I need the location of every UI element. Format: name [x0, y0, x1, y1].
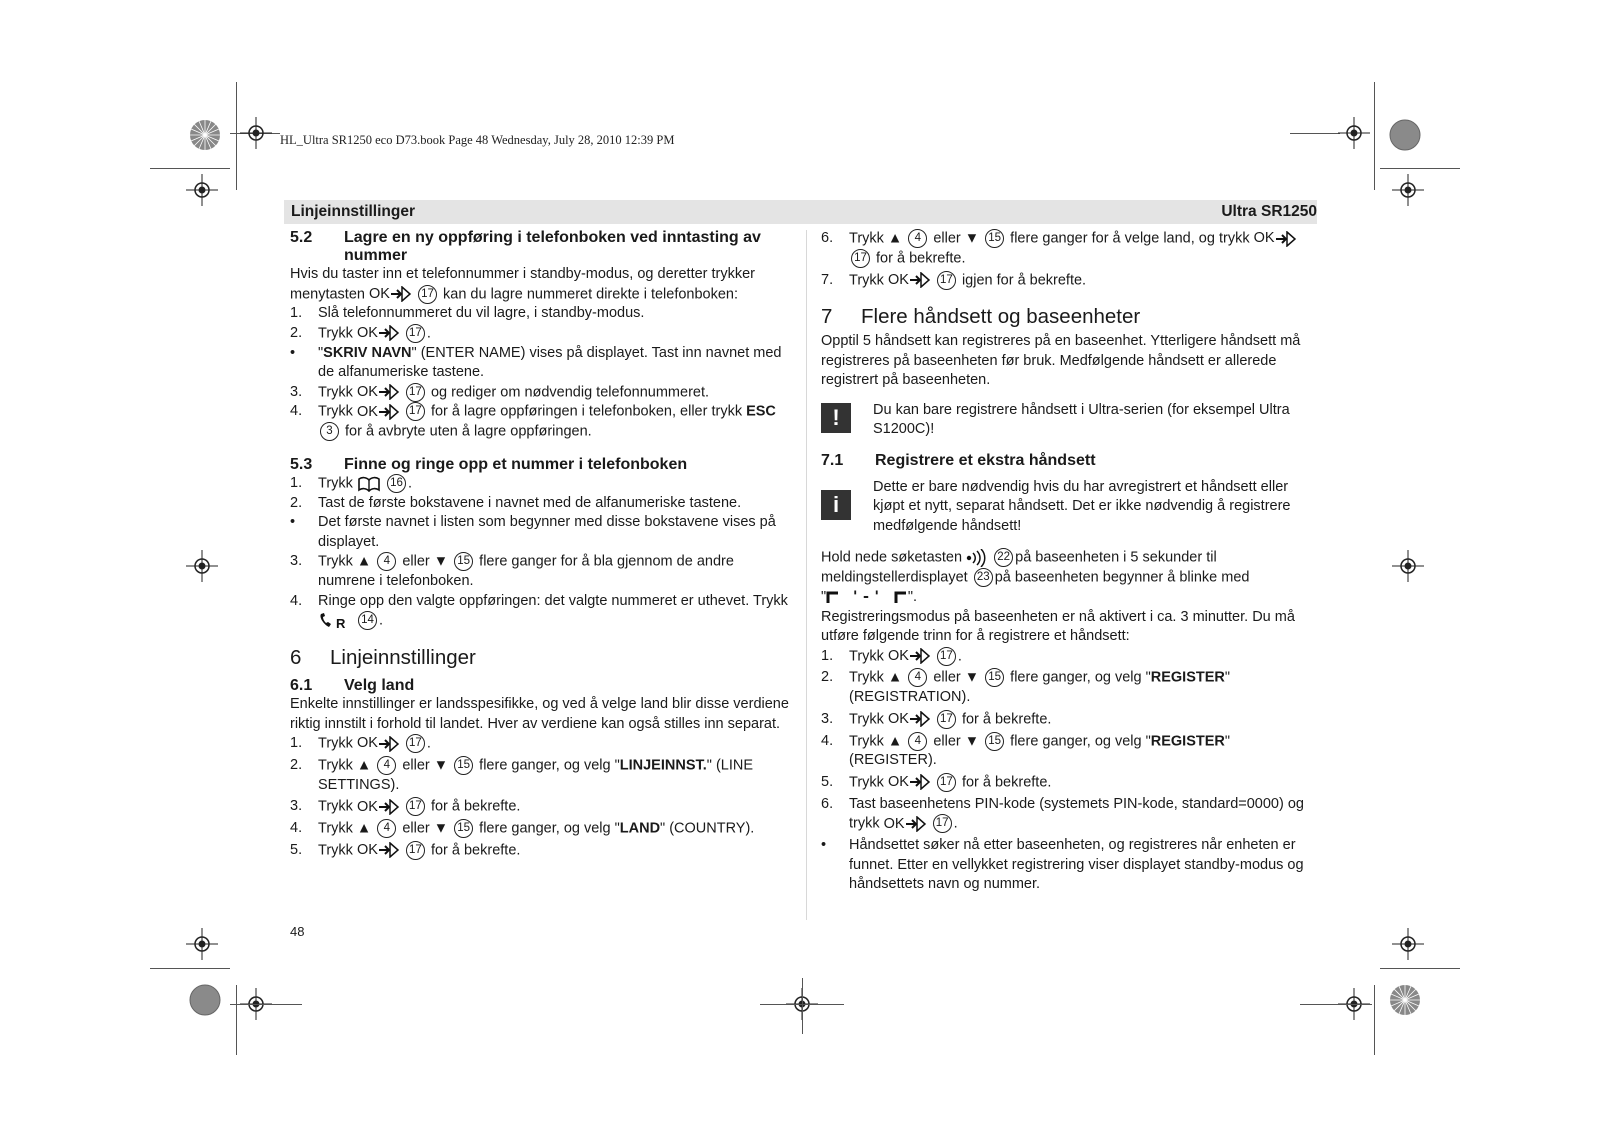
list-item [290, 383, 790, 403]
warning-icon: ! [821, 403, 851, 433]
call-r-icon [318, 612, 352, 630]
list-item [290, 819, 790, 839]
registration-mark [186, 550, 218, 582]
text-span: for å bekrefte. [957, 774, 1052, 791]
display-text: REGISTER [1150, 732, 1225, 749]
list-item-text [849, 710, 1319, 730]
list-item [821, 271, 1319, 291]
text-span [888, 272, 931, 288]
text-span: for å bekrefte. [426, 798, 521, 815]
ok-arrow-icon [378, 842, 400, 858]
list-marker: 1. [290, 735, 303, 752]
text-span: " [318, 344, 324, 361]
display-text: LAND [619, 820, 661, 837]
list-marker: 1. [821, 647, 834, 664]
text-span: " (REGISTER). [849, 732, 1231, 769]
list-item-text: Det første navnet i listen som begynner med disse bokstavene vises på displayet. [318, 514, 776, 550]
text-span: Hold nede søketasten [821, 549, 967, 566]
list-item-text [849, 732, 1319, 771]
text-span: Finne og ringe opp et nummer i telefonboken [344, 456, 688, 474]
text-span: Registrere et ekstra håndsett [875, 451, 1096, 469]
list-item-text: Håndsettet søker nå etter baseenheten, og registreres når enheten er funnet. Etter en vellykket registrering viser displayet standby-modus og håndsettets navn og nummer. [849, 837, 1304, 893]
ok-arrow-icon [909, 711, 931, 727]
info-icon: i [821, 490, 851, 520]
text-span: Linjeinnstillinger [330, 646, 476, 670]
text-span: flere ganger, og velg " [475, 820, 620, 837]
text-span: ". [907, 589, 918, 606]
text-span: " (REGISTRATION). [849, 669, 1231, 706]
list-item-text [849, 773, 1319, 793]
display-text: LINJEINNST. [619, 757, 707, 774]
text-span: kan du lagre nummeret direkte i telefonboken: [438, 285, 739, 302]
crop-line [150, 968, 230, 969]
circled-number: 4 [908, 229, 927, 248]
circled-number: 17 [406, 841, 425, 860]
circled-number: 4 [377, 756, 396, 775]
list-item-text [318, 552, 790, 591]
list-item-text: Ringe opp den valgte oppføringen: det valgte nummeret er uthevet. Trykk R 14 . [318, 592, 788, 630]
list-marker: 4. [821, 732, 834, 749]
header-section-title: Linjeinnstillinger [291, 203, 416, 220]
text-span: Trykk [318, 842, 357, 859]
ok-key [369, 286, 412, 302]
crop-line [236, 985, 237, 1055]
ok-arrow-icon [1275, 231, 1297, 247]
registration-mark [1392, 174, 1424, 206]
text-span: eller ▼ [398, 820, 453, 837]
ok-arrow-icon [378, 736, 400, 752]
text-span: flere ganger for å velge land, og trykk [1006, 230, 1254, 247]
text-span [357, 325, 400, 341]
circled-number: 17 [406, 402, 425, 421]
list-item [290, 841, 790, 861]
registration-mark [240, 117, 272, 149]
circled-number: 15 [985, 732, 1004, 751]
text-span: OK [356, 798, 378, 815]
list-item [821, 773, 1319, 793]
text-span: Tast baseenhetens PIN-kode (systemets PIN-kode, standard=0000) og trykk [849, 795, 1304, 832]
list-marker: • [290, 344, 296, 361]
list-item [290, 797, 790, 817]
text-span: OK [887, 647, 909, 664]
list-item [290, 304, 790, 324]
text-span [888, 774, 931, 790]
circled-number: 17 [937, 271, 956, 290]
list-item [290, 756, 790, 795]
header-product-name: Ultra SR1250 [1221, 203, 1317, 220]
registration-mark [1392, 550, 1424, 582]
left-column [290, 229, 790, 861]
circled-number: 17 [937, 647, 956, 666]
list-item [290, 494, 790, 514]
list-marker: 5. [290, 841, 303, 858]
ok-arrow-icon [909, 774, 931, 790]
text-span: Du kan bare registrere håndsett i Ultra-serien (for eksempel Ultra S1200C)! [873, 401, 1290, 438]
circled-number: 15 [985, 229, 1004, 248]
list-marker: 2. [290, 494, 303, 511]
ok-arrow-icon [378, 325, 400, 341]
list-item-text [318, 402, 790, 442]
list-item-text [318, 841, 790, 861]
text-span: flere ganger, og velg " [1006, 669, 1151, 686]
text-span: for å bekrefte. [872, 250, 966, 267]
text-span: Trykk ▲ [849, 669, 907, 686]
text-span: for å bekrefte. [957, 711, 1052, 728]
step-list [290, 304, 790, 442]
list-marker: 1. [290, 305, 303, 322]
list-item [290, 344, 790, 383]
text-span: " (ENTER NAME) vises på displayet. Tast inn navnet med de alfanumeriske tastene. [318, 344, 782, 381]
starburst-mark [1389, 984, 1421, 1016]
list-item-text [318, 344, 790, 383]
list-item-text [318, 819, 790, 839]
circled-number: 17 [406, 734, 425, 753]
paragraph: Enkelte innstillinger er landsspesifikke, og ved å velge land blir disse verdiene riktig innstilt i forhold til landet. Hver av verdiene kan også stilles inn separat. [290, 696, 789, 732]
list-item [821, 668, 1319, 707]
circled-number: 17 [937, 773, 956, 792]
text-span: Trykk [318, 798, 357, 815]
crop-line [236, 82, 237, 190]
list-marker: 5. [821, 773, 834, 790]
list-item-text: Tast baseenhetens PIN-kode (systemets PIN-kode, standard=0000) og trykk OK 17 . [849, 795, 1304, 832]
registration-mark [186, 928, 218, 960]
text-span: Flere håndsett og baseenheter [861, 305, 1141, 329]
crop-line [802, 978, 803, 1034]
list-item [821, 647, 1319, 667]
paragraph [821, 548, 1319, 607]
section-number: 6.1 [290, 677, 313, 695]
circled-number: 22 [994, 548, 1013, 567]
list-item-text: Trykk OK 17 . [318, 325, 431, 342]
circled-number: 17 [851, 249, 870, 268]
section-number: 5.3 [290, 456, 313, 474]
list-item [821, 710, 1319, 730]
text-span: Velg land [344, 677, 415, 695]
text-span: Trykk [849, 647, 888, 664]
section-heading-6-1 [290, 677, 790, 695]
list-item-text: Trykk OK 17 . [318, 735, 431, 752]
text-span [1254, 230, 1297, 246]
page-number: 48 [290, 924, 305, 939]
text-span: OK [356, 735, 378, 752]
list-item-text: Slå telefonnummeret du vil lagre, i standby-modus. [318, 305, 645, 322]
step-list [290, 474, 790, 631]
list-marker: 4. [290, 820, 303, 837]
display-text: SKRIV NAVN [323, 344, 412, 361]
text-span: '-' [850, 589, 884, 606]
text-span: Trykk ▲ [849, 230, 907, 247]
registration-mark [1392, 928, 1424, 960]
section-heading-7-1 [821, 452, 1319, 470]
text-span: Hvis du taster inn et telefonnummer i standby-modus, og deretter trykker menytasten [290, 266, 756, 302]
list-item [290, 592, 790, 631]
section-number: 7.1 [821, 451, 844, 469]
list-item [821, 836, 1319, 895]
display-text: ESC [746, 403, 776, 420]
list-item [290, 734, 790, 754]
text-span: OK [887, 271, 909, 288]
text-span [357, 799, 400, 815]
text-span: eller ▼ [929, 669, 984, 686]
text-span: OK [369, 285, 390, 302]
text-span: Trykk ▲ [849, 732, 907, 749]
lcd-segment-icon [894, 590, 908, 604]
registration-mark [1338, 117, 1370, 149]
warning-notice [821, 401, 1319, 440]
ok-arrow-icon [378, 384, 400, 400]
running-header [284, 200, 1317, 224]
circled-number: 17 [406, 383, 425, 402]
info-notice [821, 478, 1319, 537]
pager-icon [966, 549, 988, 567]
list-item-text: Trykk 16 . [318, 475, 412, 492]
text-span: Trykk ▲ [318, 553, 376, 570]
circled-number: 3 [320, 422, 339, 441]
ok-arrow-icon [909, 648, 931, 664]
crop-line [230, 1004, 302, 1005]
lcd-display [826, 589, 908, 605]
text-span: Ringe opp den valgte oppføringen: det valgte nummeret er uthevet. Trykk [318, 592, 788, 609]
text-span: OK [356, 842, 378, 859]
list-marker: 2. [290, 756, 303, 773]
text-span: Trykk ▲ [318, 757, 376, 774]
crop-line [1374, 82, 1375, 190]
circled-number: 23 [974, 568, 993, 587]
list-item-text [849, 229, 1319, 269]
crop-line [1300, 1004, 1372, 1005]
gray-dot [1389, 119, 1421, 151]
text-span: eller ▼ [929, 732, 984, 749]
list-marker: 2. [821, 669, 834, 686]
list-item [290, 324, 790, 344]
text-span: eller ▼ [929, 230, 984, 247]
circled-number: 4 [908, 668, 927, 687]
step-list [821, 229, 1319, 290]
text-span [357, 404, 400, 420]
list-item [290, 552, 790, 591]
text-span: " [821, 589, 827, 606]
circled-number: 16 [387, 474, 406, 493]
text-span: Trykk [318, 735, 357, 752]
text-span: OK [1253, 230, 1275, 247]
ok-arrow-icon [905, 816, 927, 832]
list-item-text [849, 668, 1319, 707]
list-item [821, 229, 1319, 269]
list-item [290, 402, 790, 442]
text-span: flere ganger, og velg " [1006, 732, 1151, 749]
text-span: flere ganger, og velg " [475, 757, 620, 774]
svg-text:R: R [336, 615, 346, 630]
text-span: på baseenheten i 5 sekunder til meldingstellerdisplayet [821, 549, 1217, 586]
print-slug: HL_Ultra SR1250 eco D73.book Page 48 Wednesday, July 28, 2010 12:39 PM [280, 133, 675, 147]
paragraph [290, 265, 790, 304]
text-span: og rediger om nødvendig telefonnummeret. [426, 383, 710, 400]
ok-arrow-icon [909, 272, 931, 288]
list-item-text: Trykk OK 17 . [849, 647, 962, 664]
circled-number: 17 [933, 814, 952, 833]
list-marker: 4. [290, 403, 303, 420]
text-span: Dette er bare nødvendig hvis du har avregistrert et håndsett eller kjøpt et nytt, separat håndsett. Det er ikke nødvendig å registrere medfølgende håndsett! [873, 478, 1291, 534]
section-heading-7 [821, 304, 1319, 330]
text-span: " (LINE SETTINGS). [318, 757, 754, 793]
right-column [821, 229, 1319, 895]
phonebook-icon [357, 476, 381, 492]
circled-number: 14 [358, 611, 377, 630]
text-span: Trykk [318, 325, 357, 342]
text-span [888, 711, 931, 727]
crop-line [1374, 985, 1375, 1055]
step-list [821, 647, 1319, 895]
list-marker: 1. [290, 475, 303, 492]
list-marker: • [290, 514, 296, 531]
crop-line [1380, 168, 1460, 169]
list-marker: 3. [290, 553, 303, 570]
crop-line [1380, 968, 1460, 969]
list-item-text [318, 797, 790, 817]
circled-number: 15 [454, 552, 473, 571]
list-item-text: Tast de første bokstavene i navnet med de alfanumeriske tastene. [318, 494, 742, 511]
ok-arrow-icon [378, 404, 400, 420]
text-span: Trykk ▲ [318, 820, 376, 837]
list-item-text [849, 271, 1319, 291]
section-number: 6 [290, 646, 302, 670]
section-heading-5-3 [290, 456, 790, 474]
circled-number: 17 [406, 324, 425, 343]
circled-number: 17 [937, 710, 956, 729]
text-span: igjen for å bekrefte. [957, 271, 1087, 288]
list-marker: 6. [821, 795, 834, 812]
text-span: flere ganger for å bla gjennom de andre numrene i telefonboken. [318, 553, 734, 590]
list-item [821, 732, 1319, 771]
text-span: Trykk [849, 271, 888, 288]
list-marker: 4. [290, 592, 303, 609]
text-span: for å lagre oppføringen i telefonboken, eller trykk [426, 403, 747, 420]
text-span: eller ▼ [398, 757, 453, 774]
list-marker: 3. [821, 710, 834, 727]
circled-number: 4 [908, 732, 927, 751]
text-span: Lagre en ny oppføring i telefonboken ved inntasting av nummer [344, 229, 761, 264]
text-span: OK [356, 325, 378, 342]
list-marker: 6. [821, 230, 834, 246]
step-list [290, 734, 790, 861]
text-span: " (COUNTRY). [660, 820, 755, 837]
circled-number: 15 [454, 756, 473, 775]
circled-number: 17 [418, 285, 437, 304]
text-span: Trykk [318, 403, 357, 420]
section-number: 7 [821, 305, 833, 329]
ok-arrow-icon [390, 286, 412, 302]
list-marker: 3. [290, 383, 303, 400]
text-span [888, 648, 931, 664]
text-span: Trykk [318, 475, 357, 492]
list-marker: 3. [290, 798, 303, 815]
text-span: Trykk [318, 383, 357, 400]
text-span [884, 816, 927, 832]
crop-line [150, 168, 230, 169]
lcd-segment-icon [826, 590, 840, 604]
section-heading-6 [290, 645, 790, 671]
text-span: OK [887, 711, 909, 728]
text-span [357, 735, 400, 751]
section-number: 5.2 [290, 229, 313, 246]
crop-line [1290, 133, 1340, 134]
column-divider [806, 230, 807, 920]
text-span: Trykk [849, 774, 888, 791]
circled-number: 15 [454, 819, 473, 838]
text-span: OK [883, 815, 905, 832]
text-span [357, 384, 400, 400]
starburst-mark [189, 119, 221, 151]
list-item [290, 474, 790, 494]
paragraph: Opptil 5 håndsett kan registreres på en baseenhet. Ytterligere håndsett må registreres på baseenheten før bruk. Medfølgende håndsett er allerede registrert på baseenheten. [821, 333, 1301, 389]
ok-arrow-icon [378, 799, 400, 815]
circled-number: 4 [377, 819, 396, 838]
list-item-text [318, 756, 790, 795]
text-span: eller ▼ [398, 553, 453, 570]
list-item [821, 795, 1319, 834]
text-span [357, 842, 400, 858]
list-item-text [318, 383, 790, 403]
text-span: Trykk [849, 711, 888, 728]
text-span: for å avbryte uten å lagre oppføringen. [341, 423, 592, 440]
text-span: for å bekrefte. [426, 842, 521, 859]
text-span: OK [887, 774, 909, 791]
text-span: på baseenheten begynner å blinke med [994, 569, 1250, 586]
list-marker: 7. [821, 271, 834, 288]
registration-mark [186, 174, 218, 206]
list-item [290, 513, 790, 552]
circled-number: 15 [985, 668, 1004, 687]
text-span: OK [356, 403, 378, 420]
section-heading-5-2 [290, 229, 790, 265]
gray-dot [189, 984, 221, 1016]
list-marker: • [821, 837, 827, 854]
text-span: OK [356, 383, 378, 400]
display-text: REGISTER [1150, 669, 1225, 686]
list-marker: 2. [290, 324, 303, 341]
circled-number: 17 [406, 797, 425, 816]
paragraph: Registreringsmodus på baseenheten er nå aktivert i ca. 3 minutter. Du må utføre følgende trinn for å registrere et håndsett: [821, 608, 1295, 645]
circled-number: 4 [377, 552, 396, 571]
